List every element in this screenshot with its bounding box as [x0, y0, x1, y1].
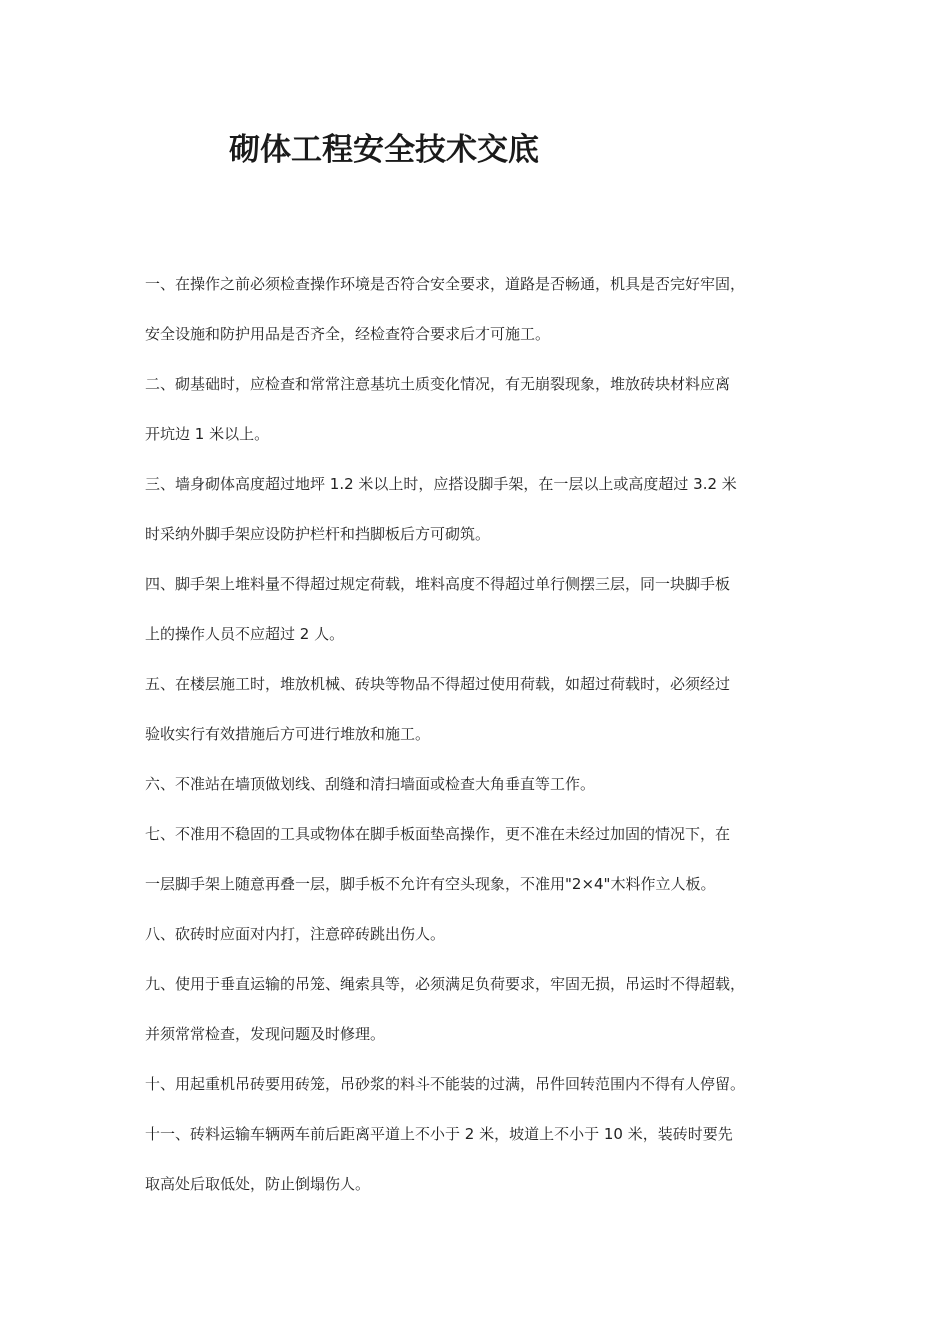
text-line: 一、在操作之前必须检查操作环境是否符合安全要求，道路是否畅通，机具是否完好牢固，	[145, 275, 746, 293]
text-line: 安全设施和防护用品是否齐全，经检查符合要求后才可施工。	[145, 325, 551, 343]
text-line: 十一、砖料运输车辆两车前后距离平道上不小于 2 米，坡道上不小于 10 米，装砖时要先	[145, 1125, 733, 1143]
text-line: 三、墙身砌体高度超过地坪 1.2 米以上时，应搭设脚手架，在一层以上或高度超过 3.2 米	[145, 475, 737, 493]
text-line: 时采纳外脚手架应设防护栏杆和挡脚板后方可砌筑。	[145, 525, 491, 543]
text-line: 取高处后取低处，防止倒塌伤人。	[145, 1175, 371, 1193]
document-title: 砌体工程安全技术交底	[229, 132, 539, 168]
text-line: 一层脚手架上随意再叠一层，脚手板不允许有空头现象，不准用"2×4"木料作立人板。	[145, 875, 716, 893]
text-line: 四、脚手架上堆料量不得超过规定荷载，堆料高度不得超过单行侧摆三层，同一块脚手板	[145, 575, 731, 593]
text-line: 九、使用于垂直运输的吊笼、绳索具等，必须满足负荷要求，牢固无损，吊运时不得超载，	[145, 975, 746, 993]
text-line: 七、不准用不稳固的工具或物体在脚手板面垫高操作，更不准在未经过加固的情况下，在	[145, 825, 731, 843]
text-line: 六、不准站在墙顶做划线、刮缝和清扫墙面或检查大角垂直等工作。	[145, 775, 596, 793]
text-line: 上的操作人员不应超过 2 人。	[145, 625, 345, 643]
text-line: 五、在楼层施工时，堆放机械、砖块等物品不得超过使用荷载，如超过荷载时，必须经过	[145, 675, 731, 693]
text-line: 验收实行有效措施后方可进行堆放和施工。	[145, 725, 431, 743]
text-line: 二、砌基础时，应检查和常常注意基坑土质变化情况，有无崩裂现象，堆放砖块材料应离	[145, 375, 731, 393]
document-body	[145, 270, 815, 1220]
text-line: 八、砍砖时应面对内打，注意碎砖跳出伤人。	[145, 925, 446, 943]
text-line: 十、用起重机吊砖要用砖笼，吊砂浆的料斗不能装的过满，吊件回转范围内不得有人停留。	[145, 1075, 746, 1093]
text-line: 并须常常检查，发现问题及时修理。	[145, 1025, 386, 1043]
text-line: 开坑边 1 米以上。	[145, 425, 270, 443]
